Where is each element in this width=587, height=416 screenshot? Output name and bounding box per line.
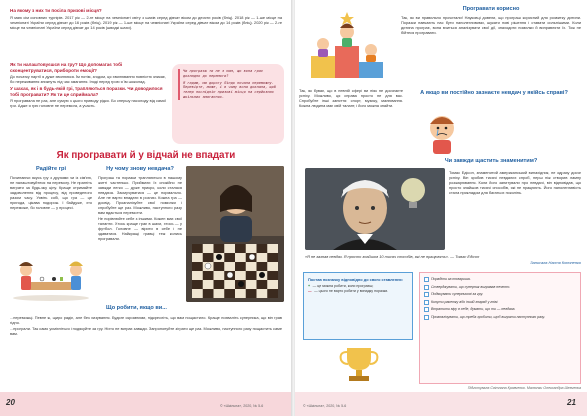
edison-photo	[305, 168, 445, 250]
test-legend-box	[303, 272, 413, 340]
trophy-illustration	[319, 344, 399, 386]
checkbox[interactable]	[424, 315, 429, 320]
edison-quote-block	[305, 254, 581, 265]
chess-photo	[186, 166, 284, 302]
right-page	[295, 0, 587, 416]
column-b-body-2: Не порівнюйте себе з іншими. Кожен має свої таланти. Хтось краще грає в шахи, хтось — у футбол. Головне — вірити в себе і не здаватися. Найкращі гравці теж колись програвали.	[98, 216, 182, 241]
left-footer: © «Шкільна», 2020, № 5-6	[220, 404, 264, 408]
quote-bubble	[172, 64, 284, 144]
credits: Підготувала Світлана Кравченко. Малюнки Олександра Шевченка	[467, 386, 581, 390]
checkbox[interactable]	[424, 300, 429, 305]
column-a	[10, 166, 92, 210]
checklist-text: Порадіти за товариша.	[431, 277, 471, 281]
podium-drawing	[299, 6, 397, 84]
section-title-block	[8, 150, 284, 161]
heading-what-to-do: Що робити, якщо ви...	[106, 305, 167, 311]
useful-to-lose-body: Так, як ви правильно прочитали! Науковці довели, що програш корисний для розвитку дитини. Поразки навчають нас бути наполегливими, шукати нові рішення і ставати сильнішими. Коли дитина програє, вона вчиться аналізувати свої дії, знаходити помилки й виправляти їх. Тож не бійтеся програвати.	[401, 15, 581, 35]
chess-player-image	[186, 166, 284, 302]
checklist-item[interactable]	[424, 307, 576, 312]
sad-kid-illustration	[407, 108, 477, 156]
edison-portrait	[305, 168, 445, 250]
answer-3: Я програвала не раз, але сумую з цього приводу рідко. Бо спершу насолоду від самої гри. Адже я грю головне не перемога, а участь.	[10, 98, 166, 109]
checkbox[interactable]	[424, 277, 429, 282]
checkbox[interactable]	[424, 292, 429, 297]
bubble-quote-1: Чи програєш ти не з ним, що вона грає докладно до перемоги?	[183, 69, 264, 78]
right-page-number: 21	[567, 398, 576, 407]
quote-box	[178, 69, 279, 100]
column-b	[98, 166, 182, 241]
legend-item-minus	[308, 289, 408, 294]
column-b-body: Програш та поразки трапляються в нашому житті частенько. Приймати їх спокійно не завжди легко — дуже прикро, коли сталася невдача. Засмучуватися — це нормально. Але не варто впадати в розпач. Кожна гра — досвід. Проаналізуйте свої помилки і спробуйте ще раз. Можливо, наступного разу вам вдасться перемогти.	[98, 175, 182, 215]
constant-failures-block	[299, 88, 403, 108]
checklist-text: Подякувати суперникові за гру.	[431, 292, 484, 296]
checklist-item[interactable]	[424, 277, 576, 282]
sad-kid-drawing	[407, 108, 477, 156]
winners-advice: ...переможці. Певне ж, щиро радіє, але без хизування. Будьте скромними, підкресліть, що вам пощастило. Краще похваліть суперника, що він грав гідно.	[10, 315, 282, 325]
checklist-item[interactable]	[424, 292, 576, 297]
what-to-do-block	[10, 305, 176, 312]
constant-failures-body: Так, як буває, що в певній сфері ви ніяк не досягаєте успіху. Можливо, ця справа просто не для вас. Спробуйте інші заняття: спорт, музику, малювання. Кожна людина має свій талант, і його можна знайти.	[299, 88, 403, 108]
checklist-item[interactable]	[424, 315, 576, 320]
edison-text-block	[449, 170, 581, 195]
signature: Записала Настя Кононенко	[530, 260, 581, 265]
edison-body: Томас Едісон, знаменитий американський винахідник, не одразу досяг успіху. Він зробив тисячі невдалих спроб, перш ніж створив лампу розжарювання. Коли його запитували про невдачі, він відповідав, що просто знайшов тисячі способів, які не працюють. Його наполегливість стала прикладом для багатьох поколінь.	[449, 170, 581, 195]
checkbox[interactable]	[424, 307, 429, 312]
credits-block	[305, 386, 581, 390]
checklist-text: Кинути ракетку або іншій знаряд у гніві.	[431, 299, 499, 304]
test-intro: Постав позначку відповідно до свого ставлення:	[308, 277, 403, 282]
section-title: Як програвати й у відчай не впадати	[56, 150, 236, 161]
checklist-text: Втратити віру в себе, думати, що ти — невдаха.	[431, 307, 516, 311]
heading-useful-to-lose: Програвати корисно	[462, 6, 520, 12]
column-a-body: Починаючи якусь гру з друзями чи із сім'єю, не налаштовуйтеся на перемогу. Не прагніть виграти за будь-яку ціну. Краще отримайте задоволення від процесу, від проведеного разом часу. Уявіть собі, що гра — це пригода, цікава подорож. І байдуже, хто переможе, бо головне — у процесі.	[10, 175, 92, 210]
left-page	[0, 0, 292, 416]
interview-block	[10, 62, 166, 108]
test-checklist-box	[419, 272, 581, 384]
question-2: Як ти налаштовуєшся на гру? Що допомагає тобі сконцентруватися, прибороти емоції?	[10, 62, 123, 73]
constant-failures-heading-block	[407, 90, 581, 97]
what-to-do-text	[10, 315, 282, 336]
question-1: На якому з них ти посіла призові місця?	[10, 8, 102, 13]
left-page-number: 20	[6, 398, 15, 407]
checklist-item[interactable]	[424, 300, 576, 305]
kids-drawing	[10, 252, 92, 302]
famous-heading-block	[401, 158, 581, 165]
heading-famous-lucky: Чи завжди щастить знаменитим?	[444, 158, 538, 164]
winners-illustration	[299, 6, 397, 84]
legend-text-plus: — це можна робити, коли програєш;	[312, 284, 374, 288]
right-footer: © «Шкільна», 2020, № 5-6	[303, 404, 347, 408]
checklist-text: Проаналізувати, що треба зробити, щоб виграти наступного разу.	[431, 314, 546, 319]
question-3: У шахах, як і в будь-якій грі, трапляються поразки. Чи доводилося тобі програвати? Як ти це сприймала?	[10, 86, 163, 97]
answer-1: Я маю сім основних турнірів. 2017 рік — 2-ге місце на чемпіонаті світу з шахів серед дівчат віком до десяти років (бліц). 2018 рік — 1-ше місце на чемпіонаті України серед дівчат до 16 років (бліц). 2019 рік — 1-ше місце на чемпіонаті України серед дівчат віком до 14 років (бліц). 2020 рік — 2-ге місце на чемпіонаті України серед дівчат до 14 років (швидкі шахи).	[10, 14, 282, 30]
heading-failure-again: Ну чому знову невдача?	[106, 166, 174, 172]
heading-constant-failures: А якщо ви постійно зазнаєте невдач у якійсь справі?	[420, 90, 568, 96]
edison-quote: «Я не зазнав невдач. Я просто знайшов 10 тисяч способів, які не працюють». — Томас Едісон	[305, 254, 480, 259]
plus-icon: +	[308, 284, 311, 288]
intro-block	[10, 8, 282, 30]
checklist-text: Стверджувати, що суперник вигравав нечесно.	[431, 284, 511, 289]
checklist-item[interactable]	[424, 285, 576, 290]
bubble-quote-2: Я гадаю, ми дорогу Ліндо почала переможну. Перевірте, може, і в чому вона доклала, щоб телер посліднін призові місця на серйозних шкільних змаганнях.	[183, 80, 277, 99]
minus-icon: —	[308, 288, 312, 293]
losers-advice: ...програли. Так само усміхніться і подякуйте за гру. Ніхто не виграє завжди. Запропонуйте зіграти ще раз. Можливо, наступного разу пощастить саме вам.	[10, 326, 282, 336]
checkbox[interactable]	[424, 285, 429, 290]
heading-enjoy-game: Радійте грі	[35, 166, 67, 172]
legend-text-minus: — цього не варто робити у випадку поразки.	[314, 288, 389, 293]
answer-2: До початку партії я дуже хвилююся. Їм потім, згодом, ця хвилювання повністю зникає, бо переживання зникнуть під час змагання. Іноді перед грою я їм шоколад.	[10, 74, 166, 85]
useful-to-lose-block	[401, 6, 581, 35]
kids-illustration	[10, 252, 92, 302]
trophy-icon	[319, 344, 399, 386]
